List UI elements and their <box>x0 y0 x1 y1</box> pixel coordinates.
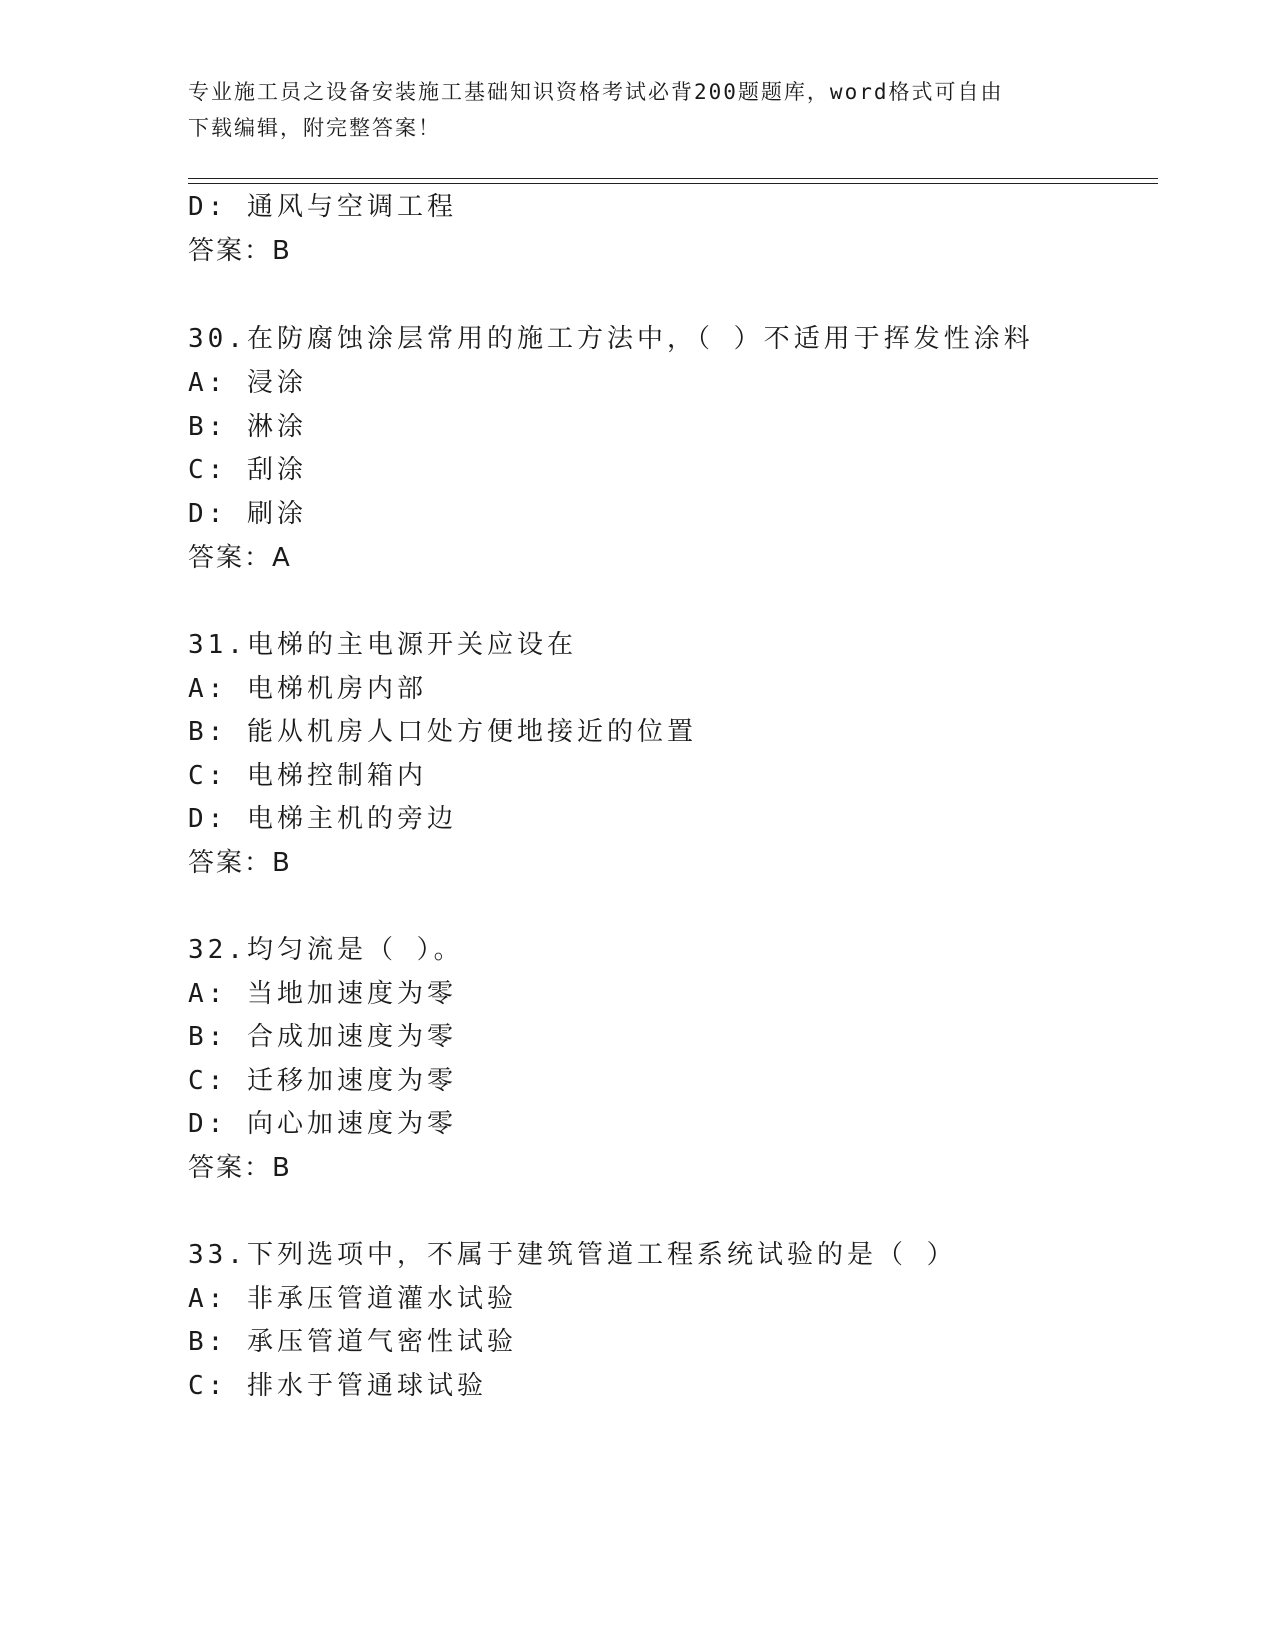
q32-question: 32.均匀流是（ ）。 <box>188 935 464 965</box>
header-line-1: 专业施工员之设备安装施工基础知识资格考试必背200题题库，word格式可自由 <box>188 80 1004 104</box>
q31-question: 31.电梯的主电源开关应设在 <box>188 630 577 660</box>
q33-option-c: C: 排水于管通球试验 <box>188 1371 487 1401</box>
document-header <box>188 74 1088 146</box>
q30-option-a: A: 浸涂 <box>188 368 307 398</box>
q31-option-c: C: 电梯控制箱内 <box>188 761 427 791</box>
q30-answer: 答案：A <box>188 543 292 573</box>
q32-option-d: D: 向心加速度为零 <box>188 1109 457 1139</box>
header-divider-top <box>188 178 1158 179</box>
header-line-2: 下载编辑，附完整答案！ <box>188 116 441 140</box>
q30-option-b: B: 淋涂 <box>188 412 307 442</box>
q31-answer: 答案：B <box>188 848 292 878</box>
q29-option-d: D: 通风与空调工程 <box>188 192 457 222</box>
q31-option-a: A: 电梯机房内部 <box>188 674 427 704</box>
q33-question: 33.下列选项中，不属于建筑管道工程系统试验的是（ ） <box>188 1240 957 1270</box>
q30-option-c: C: 刮涂 <box>188 455 307 485</box>
q31-option-d: D: 电梯主机的旁边 <box>188 804 457 834</box>
q32-option-b: B: 合成加速度为零 <box>188 1022 457 1052</box>
q32-answer: 答案：B <box>188 1153 292 1183</box>
q29-answer: 答案：B <box>188 236 292 266</box>
q31-option-b: B: 能从机房人口处方便地接近的位置 <box>188 717 697 747</box>
q32-option-a: A: 当地加速度为零 <box>188 979 457 1009</box>
q30-question: 30.在防腐蚀涂层常用的施工方法中，（ ）不适用于挥发性涂料 <box>188 324 1034 354</box>
q30-option-d: D: 刷涂 <box>188 499 307 529</box>
q32-option-c: C: 迁移加速度为零 <box>188 1066 457 1096</box>
header-divider-bottom <box>188 183 1158 184</box>
q33-option-a: A: 非承压管道灌水试验 <box>188 1284 517 1314</box>
q33-option-b: B: 承压管道气密性试验 <box>188 1327 517 1357</box>
